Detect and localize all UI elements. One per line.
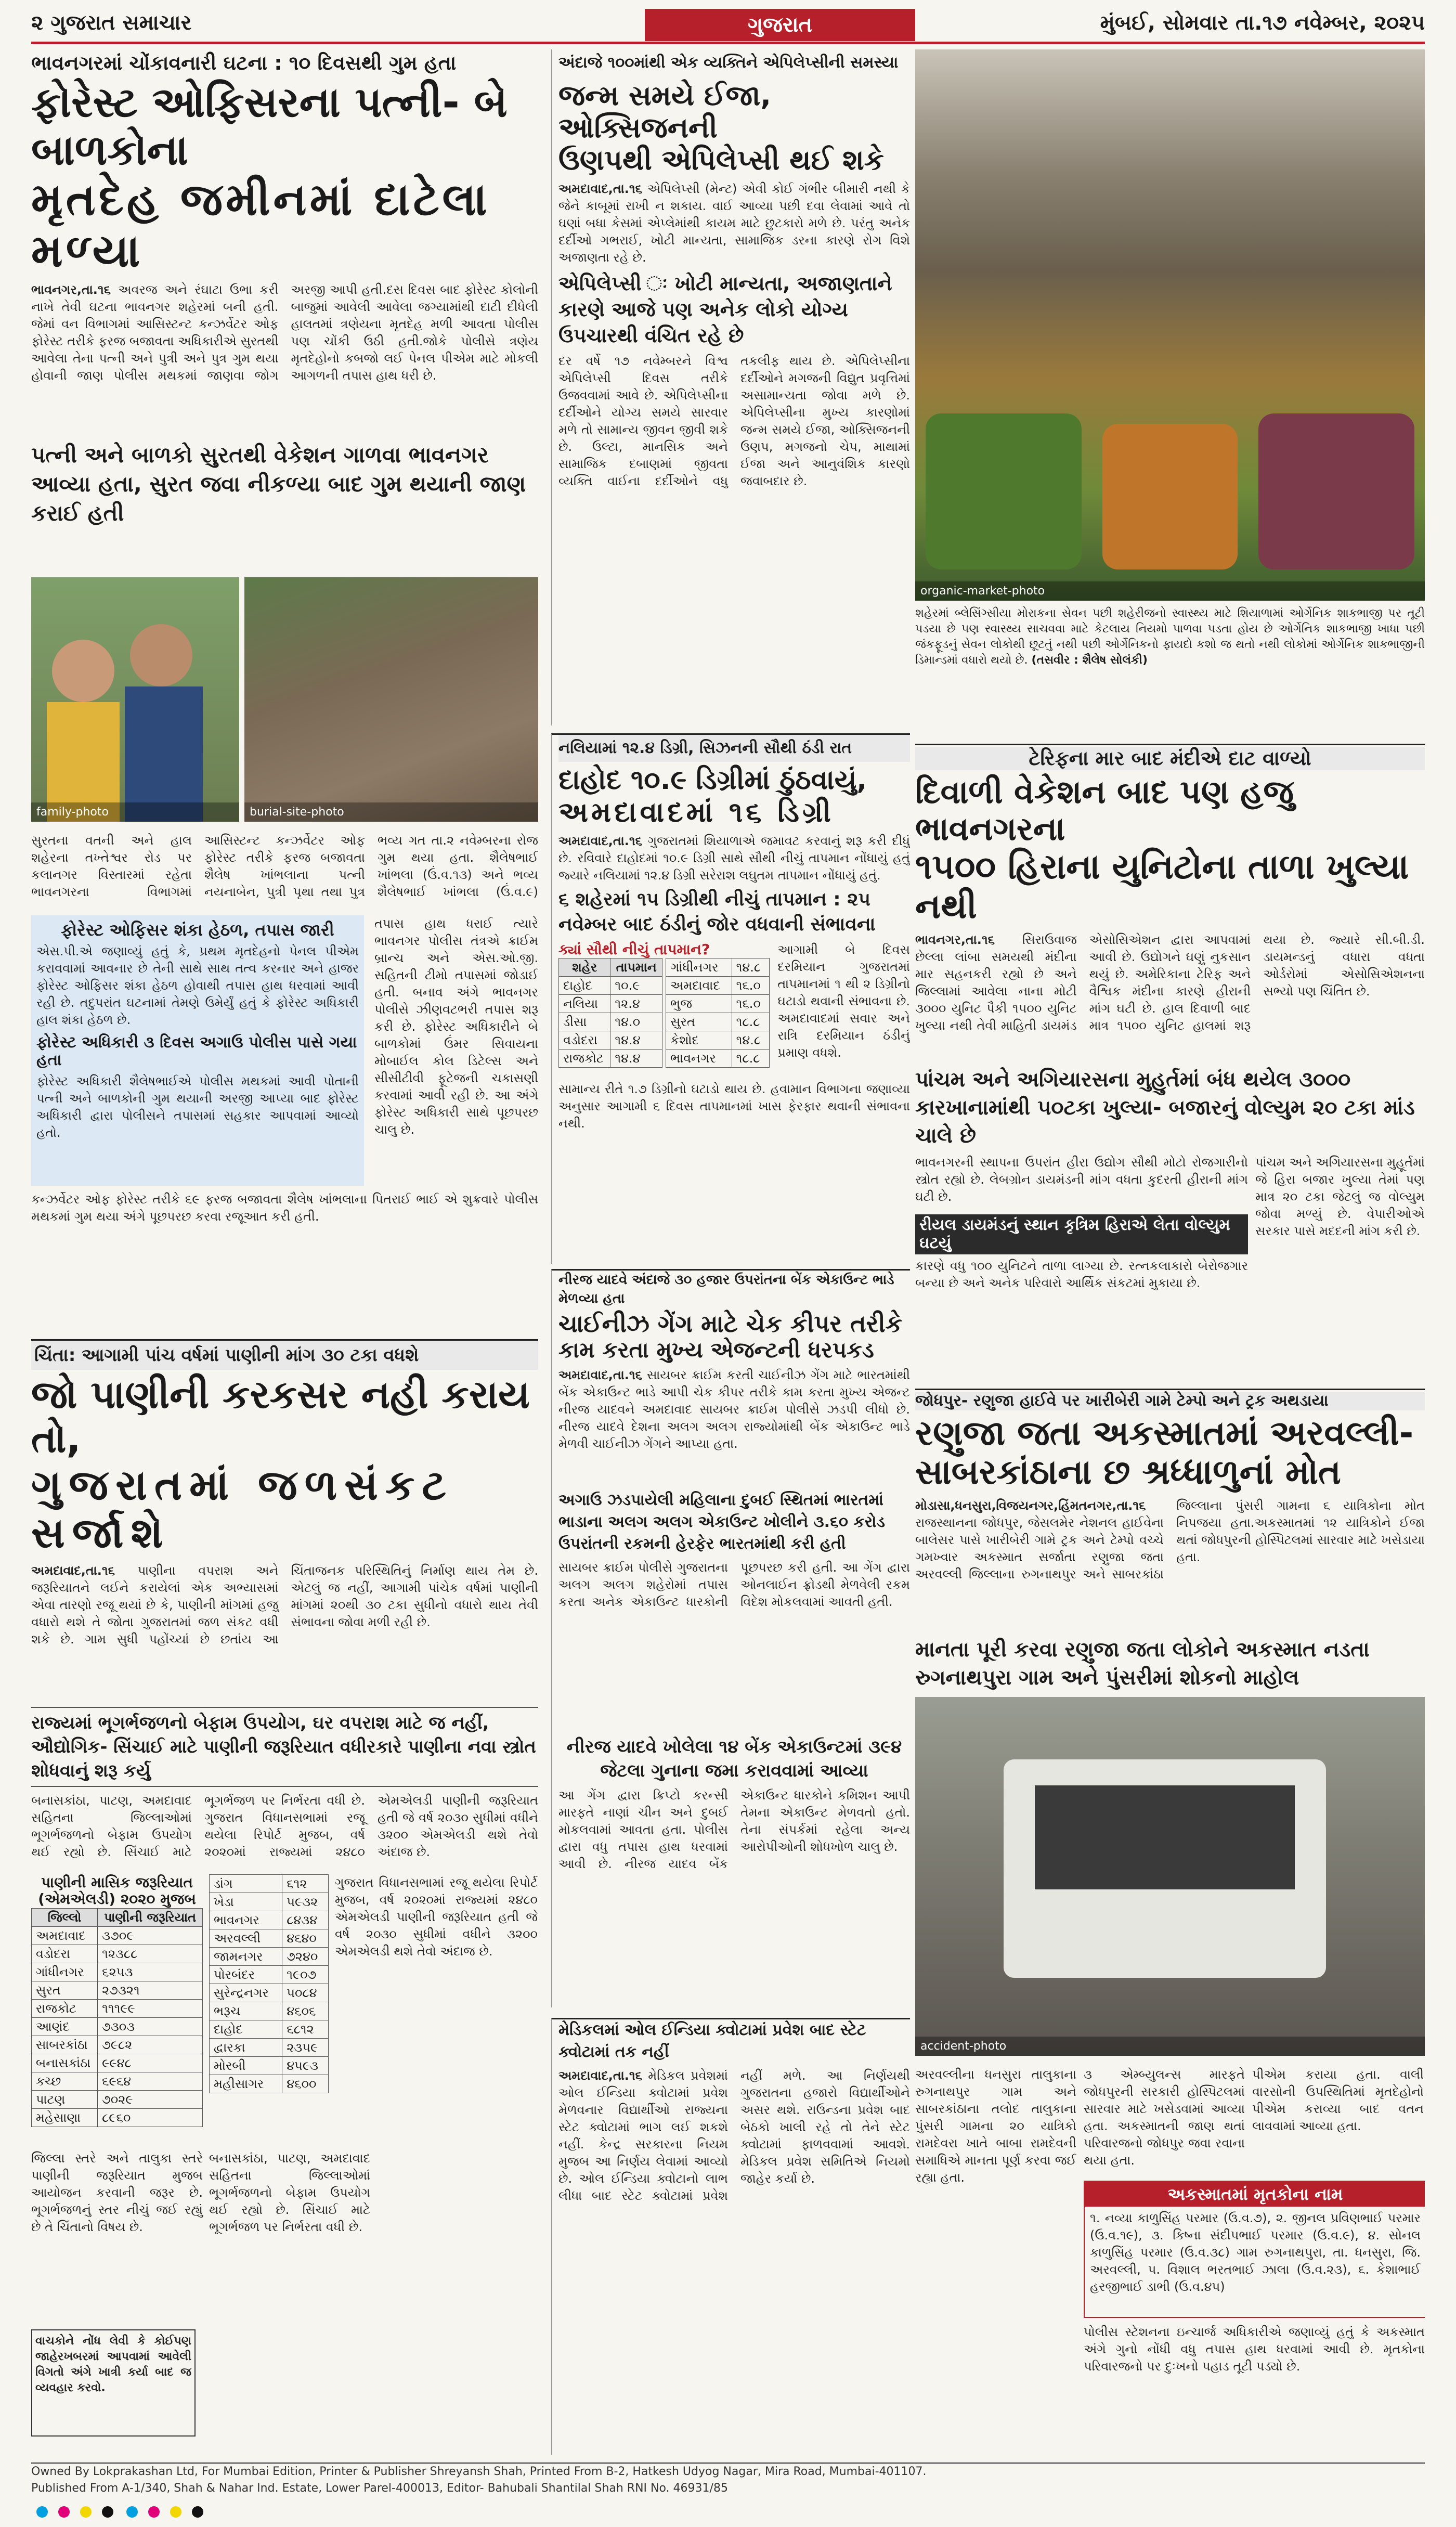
- temp-table-2-row: [666, 995, 770, 1013]
- masthead: [31, 8, 1425, 44]
- diamond-lead-text: સિરાઉવાજ છેલ્લા લાંબા સમયથી મંદીના માર સહનકરી રહ્યો છે અને જિલ્લામાં આવેલા નાના મોટી ૩૦૦૦ યુનિટ પૈકી ૧૫૦૦ યુનિટ ખુલ્યા નથી તેવી માહિતી ડાયમંડ એસોસિએશન દ્વારા આપવામાં આવી છે.: [915, 932, 1251, 1033]
- cold-headline-2: અમદાવાદમાં ૧૬ ડિગ્રી: [558, 795, 834, 828]
- cold-subhead: ૬ શહેરમાં ૧૫ ડિગ્રીથી નીચું તાપમાન : ૨૫ નવેમ્બર બાદ ઠંડીનું જોર વધવાની સંભાવના: [558, 888, 876, 935]
- accident-headline-2: સાબરકાંઠાના છ શ્રધ્ધાળુનાં મોત: [915, 1452, 1341, 1493]
- diamond-col-a: ભાવનગરની સ્થાપના ઉપરાંત હીરા ઉદ્યોગ સૌથી મોટો રોજગારીનો સ્ત્રોત રહ્યો છે. લેબગ્રોન ડાયમંડની માંગ વધતા કુદરતી હીરાની માંગ ઘટી છે.: [915, 1155, 1248, 1204]
- epilepsy-tail: એપિલેપ્સીના મુખ્ય કારણોમાં જન્મ સમયે ઈજા, ઓક્સિજનની ઉણપ, મગજનો ચેપ, માથામાં ઈજા અને આનુવંશિક કારણો જવાબદાર છે.: [740, 405, 910, 489]
- diamond-headline-1: દિવાળી વેકેશન બાદ પણ હજુ ભાવનગરના: [915, 772, 1294, 848]
- water-table-cell: ૭૩૦૩: [98, 2017, 203, 2036]
- water-table-cell: આણંદ: [32, 2017, 98, 2036]
- water-table-cell: ગાંધીનગર: [32, 1963, 98, 1981]
- gang-box-title: નીરજ યાદવે ખોલેલા ૧૪ બેંક એકાઉન્ટમાં ૩૯૪ જેટલા ગુનાના જમા કરાવવામાં આવ્યા: [566, 1736, 902, 1782]
- photo-credit: (તસવીર : શૈલેષ સોલંકી): [1031, 654, 1148, 667]
- temp-table-2-row: [666, 1031, 770, 1049]
- water-table-2-cell: ૫૯૩૨: [282, 1893, 329, 1911]
- water-th-district: જિલ્લો: [32, 1908, 98, 1926]
- water-table-cell: બનાસકાંઠા: [32, 2054, 98, 2072]
- gang-dateline: અમદાવાદ,તા.૧૬: [558, 1368, 643, 1383]
- water-table-2-row: [210, 1929, 329, 1948]
- water-table-2-row: [210, 1893, 329, 1911]
- water-col-a: જિલ્લા સ્તરે અને તાલુકા સ્તરે પાણીની જરૂરિયાત મુજબ આયોજન કરવાની જરૂર છે. ભૂગર્ભજળનું સ્તર નીચું જઈ રહ્યું છે તે ચિંતાનો વિષય છે.: [31, 2151, 203, 2235]
- forest-kicker: ભાવનગરમાં ચોંકાવનારી ઘટના : ૧૦ દિવસથી ગુમ હતા: [31, 51, 457, 74]
- water-table-2-cell: અરવલ્લી: [210, 1929, 282, 1948]
- water-table-2-row: [210, 2002, 329, 2020]
- water-table-cell: ૭૦૨૯: [98, 2090, 203, 2108]
- water-table-row: [32, 2054, 203, 2072]
- temp-table-2-cell: ભાવનગર: [666, 1049, 732, 1068]
- water-table-2-cell: ૬૧૨: [282, 1875, 329, 1893]
- water-table-box-2: [209, 1874, 329, 2145]
- diamond-col-c: પાંચમ અને અગિયારસના મુહૂર્તમાં જે હિરા બજાર ખુલ્યા તેમાં પણ માત્ર ૨૦ ટકા જેટલું જ વોલ્યુમ જોવા મળ્યું છે. વેપારીઓએ સરકાર પાસે મદદની માંગ કરી છે.: [1255, 1155, 1425, 1239]
- water-table-2-row: [210, 1911, 329, 1929]
- water-table-cell: ૨૭૩૨૧: [98, 1981, 203, 1999]
- temp-table-2-row: [666, 1013, 770, 1031]
- forest-headline-2: મૃતદેહ જમીનમાં દાટેલા મળ્યા: [31, 174, 490, 277]
- medical-body: મેડિકલ પ્રવેશમાં ઓલ ઈન્ડિયા ક્વોટામાં પ્રવેશ મેળવનાર વિદ્યાર્થીઓ રાજ્યના સ્ટેટ ક્વોટામાં ભાગ લઈ શકશે નહીં. કેન્દ્ર સરકારના નિયમ મુજબ આ નિર્ણય લેવામાં આવ્યો છે.: [558, 2068, 728, 2186]
- gang-subhead: અગાઉ ઝડપાયેલી મહિલાના દુબઈ સ્થિતમાં ભારતમાં ભાડાના અલગ અલગ એકાઉન્ટ ખોલીને ૩.૬૦ કરોડ ઉપરાંતની રકમની હેરફેર ભારતમાંથી કરી હતી: [558, 1491, 886, 1553]
- accident-col-2: ૩ એમ્બ્યુલન્સ મારફતે જોધપુરની સરકારી હોસ્પિટલમાં સારવાર માટે ખસેડવામાં આવ્યા હતા. અકસ્માતની જાણ થતાં પરિવારજનો જોધપુર જવા રવાના થયા હતા.: [1084, 2067, 1245, 2168]
- water-table-cell: ૮૯૬૦: [98, 2108, 203, 2127]
- water-table-1: [31, 1908, 203, 2127]
- water-table-cell: ૭૯૮૨: [98, 2036, 203, 2054]
- organic-market-story: [915, 49, 1425, 741]
- water-table-cell: વડોદરા: [32, 1945, 98, 1963]
- forest-col-1: સુરતના વતની અને હાલ શહેરના તખ્તેશ્વર રોડ પર કલાનગર વિસ્તારમાં રહેતા ભાવનગરના વિભાગમાં આસિસ્ટન્ટ કન્ઝર્વેટર ઓફ ફોરેસ્ટ તરીકે ફરજ બજાવતા શૈલેષ ખાંભલાના પત્ની નયનાબેન, પુત્રી પૃથા તથા પુત્ર ભવ્ય ગત તા.૨ નવેમ્બરના રોજ ગુમ થયા હતા.: [31, 833, 538, 899]
- water-side-text: ગુજરાત વિધાનસભામાં રજૂ થયેલા રિપોર્ટ મુજબ, વર્ષ ૨૦૨૦માં રાજ્યમાં ૨૪૮૦ એમએલડી પાણીની જરૂરિયાત હતી જે વર્ષ ૨૦૩૦ સુધીમાં વધીને ૩૨૦૦ એમએલડી થશે તેવો અંદાજ છે.: [335, 1875, 538, 1959]
- water-table-row: [32, 2108, 203, 2127]
- diamond-col-b: કારણે વધુ ૧૦૦ યુનિટને તાળા લાગ્યા છે. રત્નકલાકારો બેરોજગાર બન્યા છે અને અનેક પરિવારો આર્થિક સંકટમાં મુકાયા છે.: [915, 1259, 1248, 1291]
- water-table-2-cell: ૧૯૦૭: [282, 1966, 329, 1984]
- accident-photo-label: accident-photo: [915, 2037, 1425, 2056]
- victims-list: ૧. નવ્યા કાળુસિંહ પરમાર (ઉ.વ.૭), ૨. જીનલ પ્રવિણભાઈ પરમાર (ઉ.વ.૧૯), ૩. કિષ્ના સંદીપભાઈ પરમાર (ઉ.વ.૯), ૪. સોનલ કાળુસિંહ પરમાર (ઉ.વ.૩૮) ગામ રુગનાથપુરા, તા. ધનસુરા, જિ. અરવલ્લી, ૫. વિશાલ ભરતભાઈ ઝાલા (ઉ.વ.૨૩), ૬. કેશાભાઈ હરજીભાઈ ડાભી (ઉ.વ.૪૫): [1090, 2211, 1421, 2294]
- imprint-footer: [31, 2463, 1425, 2499]
- water-table-row: [32, 1963, 203, 1981]
- water-table-2-row: [210, 2057, 329, 2075]
- diamond-box-title: રીયલ ડાયમંડનું સ્થાન કૃત્રિમ હિરાએ લેતા વોલ્યુમ ઘટયું: [915, 1214, 1248, 1254]
- temp-table-cell: દાહોદ: [559, 977, 610, 995]
- gang-headline-1: ચાઈનીઝ ગેંગ માટે ચેક કીપર તરીકે: [558, 1310, 903, 1338]
- water-table-cell: સાબરકાંઠા: [32, 2036, 98, 2054]
- gang-col-2: આ ગેંગ દ્વારા ક્રિપ્ટો કરન્સી મારફતે નાણાં ચીન અને દુબઈ મોકલવામાં આવતા હતા. પોલીસ દ્વારા વધુ તપાસ હાથ ધરવામાં આવી છે.: [558, 1788, 728, 1872]
- temp-table-2-cell: કેશોદ: [666, 1031, 732, 1049]
- cold-headline-1: દાહોદ ૧૦.૯ ડિગ્રીમાં ઠુંઠવાયું,: [558, 764, 867, 796]
- water-crisis-story: [31, 1339, 538, 2457]
- cold-lead-text: ગુજરાતમાં શિયાળાએ જમાવટ કરવાનું શરૂ કરી દીધું છે. રવિવારે દાહોદમાં ૧૦.૯ ડિગ્રી સાથે સૌથી નીચું તાપમાન નોંધાયું હતું જ્યારે નલિયામાં ૧૨.૪ ડિગ્રી સરેરાશ લઘુતમ તાપમાન નોંધાયું હતું.: [558, 833, 910, 883]
- water-table-row: [32, 2017, 203, 2036]
- organic-caption: [915, 606, 1425, 736]
- water-table-2-cell: ૮૪૩૪: [282, 1911, 329, 1929]
- epilepsy-lead: [558, 180, 910, 266]
- water-kicker: ચિંતા: આગામી પાંચ વર્ષમાં પાણીની માંગ ૩૦ ટકા વધશે: [31, 1341, 538, 1370]
- water-table-row: [32, 2072, 203, 2090]
- diamond-lead: [915, 931, 1425, 1061]
- water-table-2-cell: દાહોદ: [210, 2020, 282, 2039]
- accident-dateline: મોડાસા,ધનસુરા,વિજયનગર,હિંમતનગર,તા.૧૬: [915, 1498, 1146, 1513]
- water-table-2-row: [210, 2039, 329, 2057]
- epilepsy-col-2: ઉલ્ટા, માનસિક અને સામાજિક દબાણમાં જીવતા વ્યક્તિ વાઈના દર્દીઓને વધુ તકલીફ થાય છે. એપિલેપ્સીના દર્દીઓને મગજની વિદ્યુત પ્રવૃત્તિમાં અસામાન્યતા જોવા મળે છે.: [558, 354, 910, 489]
- temp-table-1: [558, 958, 662, 1068]
- forest-box-title-2: ફોરેસ્ટ અધિકારી ૩ દિવસ અગાઉ પોલીસ પાસે ગયા હતા: [36, 1033, 357, 1070]
- water-table-2-cell: પોરબંદર: [210, 1966, 282, 1984]
- water-table-2-cell: ૭૨૪૦: [282, 1948, 329, 1966]
- medical-headline: મેડિકલમાં ઓલ ઈન્ડિયા ક્વોટામાં પ્રવેશ બાદ સ્ટેટ ક્વોટામાં તક નહીં: [558, 2021, 866, 2061]
- forest-side-text-1: તપાસ હાથ ધરાઈ ત્યારે ભાવનગર પોલીસ તંત્રએ ક્રાઈમ બ્રાન્ચ અને એસ.ઓ.જી. સહિતની ટીમો તપાસમાં જોડાઈ હતી. બનાવ અંગે ભાવનગર પોલીસે ઝીણવટભરી તપાસ શરૂ કરી છે.: [374, 916, 538, 1034]
- water-table-cell: ૬૨૫૩: [98, 1963, 203, 1981]
- water-table-2-row: [210, 1984, 329, 2002]
- water-table-2-cell: ભરૂચ: [210, 2002, 282, 2020]
- gang-columns: [558, 1559, 910, 1731]
- registration-marks: [31, 2504, 1425, 2520]
- forest-columns: [31, 832, 538, 910]
- epilepsy-headline-1: જન્મ સમયે ઈજા, ઓક્સિજનની: [558, 79, 771, 145]
- edition-date: મુંબઈ, સોમવાર તા.૧૭ નવેમ્બર, ૨૦૨૫: [1100, 11, 1425, 35]
- epilepsy-col-1: દર વર્ષે ૧૭ નવેમ્બરને વિશ્વ એપિલેપ્સી દિવસ તરીકે ઉજવવામાં આવે છે. એપિલેપ્સીના દર્દીઓને યોગ્ય સમયે સારવાર મળે તો સામાન્ય જીવન જીવી શકે છે.: [558, 354, 728, 455]
- temp-table-2-cell: ૧૬.૦: [732, 977, 769, 995]
- water-table-cell: ૯૯૪૮: [98, 2054, 203, 2072]
- temp-table-2-row: [666, 1049, 770, 1068]
- temp-table-2-cell: ૧૮.૮: [732, 1049, 769, 1068]
- accident-kicker: જોધપુર- રણુજા હાઈવે પર ખારીબેરી ગામે ટેમ્પો અને ટ્રક અથડાયા: [915, 1392, 1425, 1410]
- medical-col-2: ઓલ ઈન્ડિયા ક્વોટાનો લાભ લીધા બાદ સ્ટેટ ક્વોટામાં પ્રવેશ નહીં મળે. આ નિર્ણયથી ગુજરાતના હજારો વિદ્યાર્થીઓને અસર થશે.: [558, 2068, 910, 2203]
- temp-table-row: [559, 995, 662, 1013]
- water-table-2-row: [210, 2075, 329, 2093]
- temp-th-city: શહેર: [559, 958, 610, 977]
- forest-side-col: [374, 915, 538, 1186]
- epilepsy-headline-2: ઉણપથી એપિલેપ્સી થઈ શકે: [558, 144, 884, 177]
- gang-lead-text: સાયબર ક્રાઈમ કરતી ચાઈનીઝ ગેંગ માટે ભારતમાંથી બેંક એકાઉન્ટ ભાડે આપી ચેક કીપર તરીકે કામ કરતા મુખ્ય એજન્ટ નીરજ યાદવને અમદાવાદ સાયબર ક્રાઈમ પોલીસે ઝડપી લીધો છે. નીરજ યાદવે દેશના અલગ અલગ રાજ્યોમાંથી બેંક એકાઉન્ટ ભાડે મેળવી ચાઈનીઝ ગેંગને આપ્યા હતા.: [558, 1368, 910, 1452]
- diamond-headline-2: ૧૫૦૦ હિરાના યુનિટોના તાળા ખુલ્યા નથી: [915, 847, 1409, 927]
- water-th-need: પાણીની જરૂરિયાત: [98, 1908, 203, 1926]
- water-table-2-cell: ૨૩૫૯: [282, 2039, 329, 2057]
- medical-dateline: અમદાવાદ,તા.૧૬: [558, 2068, 643, 2083]
- temp-table-box: [558, 941, 771, 1077]
- water-lead-text: પાણીના વપરાશ અને જરૂરિયાતને લઈને કરાયેલાં એક અભ્યાસમાં એવા તારણો રજૂ થયાં છે કે, પાણીની માંગમાં હજુ વધારો થશે તે જોતા ગુજરાતમાં જળ સંકટ વધી શકે છે. ગામ સુધી પહોંચ્યાં છે છતાંય આ ચિંતાજનક પરિસ્થિતિનું નિર્માણ થાય તેમ છે. એટલું જ નહીં, આગામી પાંચેક વર્ષમાં પાણીની માંગમાં ૨૦થી ૩૦ ટકા સુધીનો વધારો થાય તેવી સંભાવના જોવા મળી રહી છે.: [31, 1563, 538, 1647]
- forest-lead: [31, 281, 538, 437]
- organic-photo-label: organic-market-photo: [915, 581, 1425, 601]
- temp-table-2-cell: ૧૪.૮: [732, 1031, 769, 1049]
- temp-table-cell: ૧૨.૪: [610, 995, 662, 1013]
- water-table-2-cell: ભાવનગર: [210, 1911, 282, 1929]
- cold-lead: [558, 833, 910, 884]
- burial-photo-label: burial-site-photo: [244, 802, 538, 822]
- water-col-b2: બનાસકાંઠા, પાટણ, અમદાવાદ સહિતના જિલ્લાઓમાં ભૂગર્ભજળનો બેફામ ઉપયોગ થઈ રહ્યો છે. સિંચાઈ માટે ભૂગર્ભજળ પર નિર્ભરતા વધી છે.: [209, 2151, 370, 2235]
- water-table-row: [32, 1999, 203, 2017]
- temp-table-row: [559, 1049, 662, 1068]
- water-table-row: [32, 1981, 203, 1999]
- organic-market-photo: [915, 49, 1425, 601]
- temp-table-cell: ડીસા: [559, 1013, 610, 1031]
- temp-table-cell: ૧૪.૦: [610, 1013, 662, 1031]
- gang-columns-2: [558, 1787, 910, 1943]
- water-table-cell: અમદાવાદ: [32, 1926, 98, 1945]
- epilepsy-story: [551, 49, 910, 725]
- water-footnote: વાચકોને નોંધ લેવી કે કોઈપણ જાહેરખબરમાં આપવામાં આવેલી વિગતો અંગે ખાત્રી કર્યા બાદ જ વ્યવહાર કરવો.: [31, 2329, 196, 2437]
- water-table-2-cell: સુરેન્દ્રનગર: [210, 1984, 282, 2002]
- forest-lead-text: અવરજ અને રંઘાટા ઉભા કરી નાખે તેવી ઘટના ભાવનગર શહેરમાં બની હતી. જેમાં વન વિભાગમાં આસિસ્ટન્ટ કન્ઝર્વેટર ઓફ ફોરેસ્ટ તરીકે ફરજ બજાવતા અધિકારીએ સુરતથી આવેલા તેના પત્ની અને પુત્રી અને પુત્ર ગુમ થયા હોવાની જાણ પોલીસ મથકમાં જાણવા જોગ અરજી આપી હતી.દસ દિવસ બાદ ફોરેસ્ટ કોલોની બાજુમાં આવેલી આવેલા જગ્યામાંથી દાટી દીધેલી હાલતમાં ત્રણેયના મૃતદેહ મળી આવતા પોલીસ પણ ચોંકી ઉઠી હતી.જોકે પોલીસે ત્રણેય મૃતદેહોનો કબજો લઈ પેનલ પીએમ માટે મોકલી આગળની તપાસ હાથ ધરી છે.: [31, 282, 538, 383]
- temp-table-cell: ૧૪.૪: [610, 1031, 662, 1049]
- accident-photo: [915, 1697, 1425, 2056]
- diamond-dateline: ભાવનગર,તા.૧૬: [915, 932, 995, 948]
- temp-table-cell: વડોદરા: [559, 1031, 610, 1049]
- accident-lead-text: રાજસ્થાનના જોધપુર, જેસલમેર નેશનલ હાઈવેના બાલેસર પાસે ખારીબેરી ગામે ટ્રક અને ટેમ્પો વચ્ચે ગમખ્વાર અકસ્માત સર્જાતા રણુજા જતા અરવલ્લી જિલ્લાના રુગનાથપુર અને સાબરકાંઠા જિલ્લાના પુંસરી ગામના ૬ યાત્રિકોના મોત નિપજયા હતા.અકસ્માતમાં ૧૨ યાત્રિકોને ઈજા થતાં જોધપુરની હોસ્પિટલમાં સારવાર માટે ખસેડાયા હતા.: [915, 1498, 1425, 1582]
- accident-headline-1: રણુજા જતા અકસ્માતમાં અરવલ્લી-: [915, 1412, 1414, 1453]
- victims-box: [1084, 2181, 1425, 2318]
- water-headline-1: જો પાણીની કરકસર નહી કરાય તો,: [31, 1372, 530, 1462]
- forest-box-body: એસ.પી.એ જણાવ્યું હતું કે, પ્રથમ મૃતદેહનો પેનલ પીએમ કરાવવામાં આવનાર છે તેની સાથે સાથ તત્વ કરનાર અને હાજર ફોરેસ્ટ ઓફિસર શંકા હેઠળ હોવાથી તપાસ હાથ ધરવામાં આવી રહી છે. તદુપરાંત ઘટનામાં તેમણે ઉમેર્યું હતું કે ફોરેસ્ટ અધિકારી હાલ શંકા હેઠળ છે.: [36, 943, 359, 1027]
- water-table-2-cell: ખેડા: [210, 1893, 282, 1911]
- family-photo: [31, 577, 239, 822]
- accident-col-3: પીએમ કરાયા હતા. વાલી વારસોની ઉપસ્થિતિમાં મૃતદેહોનો પીએમ કરાવ્યા બાદ વતન લાવવામાં આવ્યા હતા.: [1252, 2067, 1424, 2133]
- medical-col-3: રાઉન્ડના પ્રવેશ બાદ બેઠકો ખાલી રહે તો તેને સ્ટેટ ક્વોટામાં ફાળવવામાં આવશે. મેડિકલ પ્રવેશ સમિતિએ નિયમો જાહેર કર્યા છે.: [740, 2103, 910, 2186]
- forest-side-text-2: ફોરેસ્ટ અધિકારીને બે બાળકોમાં ઉંમર સિવાયના મોબાઈલ કોલ ડિટેલ્સ અને સીસીટીવી ફૂટેજની ચકાસણી કરવામાં આવી રહી છે. આ અંગે ફોરેસ્ટ અધિકારી સાથે પૂછપરછ ચાલુ છે.: [374, 1019, 538, 1137]
- water-table-2-cell: મહીસાગર: [210, 2075, 282, 2093]
- imprint-line-2: Published From A-1/340, Shah & Nahar Ind. Estate, Lower Parel-400013, Editor- Bahubali Shantilal Shah RNI No. 46931/85: [31, 2482, 728, 2495]
- forest-col-2: શૈલેષભાઈ ખાંભલા (ઉં.વ.૧૩) અને ભવ્ય શૈલેષભાઈ ખાંભલા (ઉં.વ.૯): [378, 850, 538, 899]
- water-table-row: [32, 2090, 203, 2108]
- temp-table-cell: ૧૦.૯: [610, 977, 662, 995]
- water-table-2-cell: ૪૫૯૩: [282, 2057, 329, 2075]
- temp-table-2-cell: ૧૪.૮: [732, 958, 769, 977]
- water-table-2: [209, 1874, 329, 2093]
- temp-table-2-cell: અમદાવાદ: [666, 977, 732, 995]
- water-table-2-cell: ૪૬૪૦: [282, 1929, 329, 1948]
- accident-tail: પોલીસ સ્ટેશનના ઇન્ચાર્જ અધિકારીએ જણાવ્યું હતું કે અકસ્માત અંગે ગુનો નોંધી વધુ તપાસ હાથ ધરવામાં આવી છે. મૃતકોના પરિવારજનો પર દુઃખનો પહાડ તૂટી પડ્યો છે.: [1084, 2325, 1425, 2374]
- temp-table-2-cell: ગાંધીનગર: [666, 958, 732, 977]
- cold-wave-story: [551, 733, 910, 1264]
- medical-columns: [558, 2067, 910, 2455]
- water-table-cell: ૧૧૧૯૯: [98, 1999, 203, 2017]
- water-table-2-cell: ૬૮૧૨: [282, 2020, 329, 2039]
- water-table-2-row: [210, 1966, 329, 1984]
- water-lead: [31, 1562, 538, 1703]
- water-table-cell: પાટણ: [32, 2090, 98, 2108]
- forest-headline-1: ફોરેસ્ટ ઓફિસરના પત્ની- બે બાળકોના: [31, 78, 508, 174]
- water-table-cell: કચ્છ: [32, 2072, 98, 2090]
- temp-table-cell: ૧૪.૪: [610, 1049, 662, 1068]
- temp-table-2: [666, 958, 770, 1068]
- cold-tail: સામાન્ય રીતે ૧.૭ ડિગ્રીનો ઘટાડો થાય છે. હવામાન વિભાગના જણાવ્યા અનુસાર આગામી ૬ દિવસ તાપમાનમાં ખાસ ફેરફાર થવાની સંભાવના નથી.: [558, 1081, 910, 1131]
- water-table-2-cell: દ્વારકા: [210, 2039, 282, 2057]
- water-table-title: પાણીની માસિક જરૂરિયાત (એમએલડી) ૨૦૨૦ મુજબ: [38, 1874, 196, 1908]
- water-table-2-cell: ૪૬૦૬: [282, 2002, 329, 2020]
- water-table-cell: ૩૭૦૯: [98, 1926, 203, 1945]
- water-table-2-cell: મોરબી: [210, 2057, 282, 2075]
- diamond-col-3: હાલ દિવાળી બાદ માત્ર ૧૫૦૦ યુનિટ હાલમાં શરૂ થયા છે. જ્યારે સી.બી.ડી. ડાયમન્ડનું વધારા વધતા ઓર્ડરોમાં એસોસિએશનના સભ્યો પણ ચિંતિત છે.: [1089, 932, 1425, 1033]
- temp-table-title: ક્યાં સૌથી નીચું તાપમાન?: [558, 940, 710, 958]
- temp-table-row: [559, 1031, 662, 1049]
- water-table-box: [31, 1874, 203, 2145]
- epilepsy-kicker: અંદાજે ૧૦૦માંથી એક વ્યક્તિને એપિલેપ્સીની સમસ્યા: [558, 54, 899, 72]
- diamond-col-2: ઉદ્યોગને ઘણું નુકસાન થયું છે. અમેરિકાના ટેરિફ અને વૈશ્વિક મંદીના કારણે હીરાની માંગ ઘટી છે.: [1089, 950, 1251, 1016]
- family-photo-label: family-photo: [31, 802, 239, 822]
- water-headline-2: ગુજરાતમાં જળસંકટ સર્જાશે: [31, 1461, 453, 1558]
- cold-kicker: નલિયામાં ૧૨.૪ ડિગ્રી, સિઝનની સૌથી ઠંડી રાત: [558, 735, 910, 762]
- forest-dateline: ભાવનગર,તા.૧૬: [31, 282, 111, 297]
- temp-table-2-cell: ૧૮.૮: [732, 1013, 769, 1031]
- epilepsy-columns: [558, 353, 910, 613]
- water-body-cols: [31, 1792, 538, 1870]
- cold-side-text: આગામી બે દિવસ દરમિયાન ગુજરાતમાં તાપમાનમાં ૧ થી ૨ ડિગ્રીનો ઘટાડો થવાની સંભાવના છે. અમદાવાદમાં સવાર અને રાત્રિ દરમિયાન ઠંડીનું પ્રમાણ વધશે.: [777, 942, 910, 1060]
- organic-caption-text: શહેરમાં બ્લેસિંગ્સીયા મોરાકના સેવન પછી શહેરીજનો સ્વાસ્થ્ય માટે શિયાળામાં ઓર્ગેનિક શાકભાજી પર તૂટી પડયા છે પણ સ્વાસ્થ્ય સાચવવા માટે કેટલાય નિયમો પાળવા પડતા હોય છે ઓર્ગેનિક શાકભાજી ખાધા પછી જંકફૂડનું સેવન લોકોથી છૂટતું નથી પછી ઓર્ગેનિકનો ફાયદો કશો જ થતો નથી લોકોમાં ઓર્ગેનિક શાકભાજીની ડિમાન્ડમાં વધારો થયો છે.: [915, 607, 1425, 667]
- diamond-subhead: પાંચમ અને અગિયારસના મુહુર્તમાં બંધ થયેલ ૩૦૦૦ કારખાનામાંથી ૫૦ટકા ખુલ્યા- બજારનું વોલ્યુમ ૨૦ ટકા માંડ ચાલે છે: [915, 1068, 1415, 1148]
- epilepsy-subhead: એપિલેપ્સી ઃ ખોટી માન્યતા, અજાણતાને કારણે આજે પણ અનેક લોકો યોગ્ય ઉપચારથી વંચિત રહે છે: [558, 272, 892, 347]
- gang-headline-2: કામ કરતા મુખ્ય એજન્ટની ધરપકડ: [558, 1337, 874, 1363]
- burial-site-photo: [244, 577, 538, 822]
- water-table-row: [32, 2036, 203, 2054]
- water-table-2-row: [210, 1948, 329, 1966]
- temp-table-2-row: [666, 977, 770, 995]
- temp-table-2-row: [666, 958, 770, 977]
- temp-table-2-cell: ૧૬.૦: [732, 995, 769, 1013]
- water-table-cell: મહેસાણા: [32, 2108, 98, 2127]
- medical-quota-story: [551, 2018, 910, 2455]
- water-table-2-cell: ૪૬૦૦: [282, 2075, 329, 2093]
- water-table-2-cell: ડાંગ: [210, 1875, 282, 1893]
- forest-box-body-2: ફોરેસ્ટ અધિકારી શૈલેષભાઈએ પોલીસ મથકમાં આવી પોતાની પત્ની અને બાળકોની ગુમ થયાની અરજી આપ્યા બાદ ફોરેસ્ટ અધિકારી દ્વારા પોલીસને તપાસમાં સહકાર આપવામાં આવ્યો હતો.: [36, 1073, 359, 1140]
- water-table-cell: સુરત: [32, 1981, 98, 1999]
- temp-table-cell: રાજકોટ: [559, 1049, 610, 1068]
- diamond-kicker: ટેરિફના માર બાદ મંદીએ દાટ વાળ્યો: [915, 747, 1425, 770]
- forest-suspect-box: [31, 915, 364, 1186]
- temp-th-value: તાપમાન: [610, 958, 662, 977]
- temp-table-row: [559, 977, 662, 995]
- water-table-cell: ૬૯૬૪: [98, 2072, 203, 2090]
- water-table-2-cell: ૫૦૮૪: [282, 1984, 329, 2002]
- victims-title: અકસ્માતમાં મૃતકોના નામ: [1085, 2182, 1425, 2207]
- water-table-2-cell: જામનગર: [210, 1948, 282, 1966]
- accident-subhead: માનતા પૂરી કરવા રણુજા જતા લોકોને અકસ્માત નડતા રુગનાથપુરા ગામ અને પુંસરીમાં શોકનો માહોલ: [915, 1638, 1370, 1690]
- water-table-row: [32, 1926, 203, 1945]
- water-table-row: [32, 1945, 203, 1963]
- temp-table-cell: નલિયા: [559, 995, 610, 1013]
- temp-table-2-cell: ભુજ: [666, 995, 732, 1013]
- diamond-box: [915, 1154, 1248, 1383]
- gang-col-3: નીરજ યાદવ બેંક એકાઉન્ટ ધારકોને કમિશન આપી તેમના એકાઉન્ટ મેળવતો હતો. તેના સંપર્કમાં રહેલા અન્ય આરોપીઓની શોધખોળ ચાલુ છે.: [625, 1788, 910, 1872]
- temp-table-row: [559, 1013, 662, 1031]
- temp-table-2-cell: સુરત: [666, 1013, 732, 1031]
- forest-story-continued: [31, 832, 538, 1331]
- water-table-cell: રાજકોટ: [32, 1999, 98, 2017]
- epilepsy-lead-text: એપિલેપ્સી (મેન્ટ) એવી કોઈ ગંભીર બીમારી નથી કે જેને કાબૂમાં રાખી ન શકાય. વાઈ આવ્યા પછી દવા લેવામાં આવે તો ઘણાં બધા કેસમાં એપ્લેમાંથી કાયમ માટે છુટકારો મળે છે. પરંતુ અનેક દર્દીઓ ગભરાઈ, ખોટી માન્યતા, સામાજિક ડરના કારણે રોગ વિશે અજાણતા રહે છે.: [558, 182, 910, 265]
- accident-lead: [915, 1497, 1425, 1632]
- epilepsy-dateline: અમદાવાદ,તા.૧૬: [558, 182, 643, 197]
- gang-col-1: સાયબર ક્રાઈમ પોલીસે ગુજરાતના અલગ અલગ શહેરોમાં તપાસ કરતા અનેક એકાઉન્ટ ધારકોની પૂછપરછ કરી હતી. આ ગેંગ દ્વારા ઓનલાઈન ફ્રોડથી મેળવેલી રકમ વિદેશ મોકલવામાં આવતી હતી.: [558, 1560, 910, 1610]
- water-col-b: બનાસકાંઠા, પાટણ, અમદાવાદ સહિતના જિલ્લાઓમાં ભૂગર્ભજળનો બેફામ ઉપયોગ થઈ રહ્યો છે. સિંચાઈ માટે ભૂગર્ભજળ પર નિર્ભરતા વધી છે.: [31, 1793, 365, 1860]
- imprint-line-1: Owned By Lokprakashan Ltd, For Mumbai Edition, Printer & Publisher Shreyansh Shah, Printed From B-2, Hatkesh Udyog Nagar, Mira Road, Mumbai-401107.: [31, 2465, 927, 2478]
- gang-kicker: નીરજ યાદવે અંદાજે ૩૦ હજાર ઉપરાંતના બેંક એકાઉન્ટ ભાડે મેળવ્યા હતા: [558, 1272, 894, 1306]
- diamond-industry-story: [915, 744, 1425, 1383]
- forest-box-title: ફોરેસ્ટ ઓફિસર શંકા હેઠળ, તપાસ જારી: [61, 920, 334, 940]
- forest-subhead: પત્ની અને બાળકો સુરતથી વેકેશન ગાળવા ભાવનગર આવ્યા હતા, સુરત જવા નીકળ્યા બાદ ગુમ થયાની જાણ કરાઈ હતી: [31, 442, 526, 526]
- water-table-2-row: [210, 1875, 329, 1893]
- section-label: ગુજરાત: [645, 9, 915, 41]
- water-table-cell: ૧૨૩૮૮: [98, 1945, 203, 1963]
- water-table-2-row: [210, 2020, 329, 2039]
- forest-bottom: કન્ઝર્વેટર ઓફ ફોરેસ્ટ તરીકે ૬૯ ફરજ બજાવતા શૈલેષ ખાંભલાના પિતરાઈ ભાઈ એ શુક્રવારે પોલીસ મથકમાં ગુમ થયા અંગે પૂછપરછ કરવા રજૂઆત કરી હતી.: [31, 1192, 538, 1224]
- gang-lead: [558, 1367, 910, 1486]
- water-subhead: રાજ્યમાં ભૂગર્ભજળનો બેફામ ઉપયોગ, ઘર વપરાશ માટે જ નહીં, ઔદ્યોગિક- સિંચાઈ માટે પાણીની જરૂરિયાત વધીરકારે પાણીના નવા સ્ત્રોત શોધવાનું શરૂ કર્યુ: [31, 1707, 538, 1787]
- water-col-c: ગુજરાત વિધાનસભામાં રજૂ થયેલા રિપોર્ટ મુજબ, વર્ષ ૨૦૨૦માં રાજ્યમાં ૨૪૮૦ એમએલડી પાણીની જરૂરિયાત હતી જે વર્ષ ૨૦૩૦ સુધીમાં વધીને ૩૨૦૦ એમએલડી થશે તેવો અંદાજ છે.: [204, 1793, 538, 1860]
- cyber-gang-story: [551, 1269, 910, 2007]
- accident-story: [915, 1389, 1425, 2455]
- accident-col-1: અરવલ્લીના ધનસુરા તાલુકાના રુગનાથપુર ગામ અને સાબરકાંઠાના તલોદ તાલુકાના પુંસરી ગામના ૨૦ યાત્રિકો રામદેવરા ખાતે બાબા રામદેવની સમાધિએ માનતા પૂર્ણ કરવા જઈ રહ્યા હતા.: [915, 2067, 1076, 2185]
- page-brand: ૨ ગુજરાત સમાચાર: [31, 11, 192, 35]
- water-dateline: અમદાવાદ,તા.૧૬: [31, 1563, 115, 1578]
- forest-officer-story: [31, 49, 538, 830]
- cold-dateline: અમદાવાદ,તા.૧૬: [558, 833, 643, 848]
